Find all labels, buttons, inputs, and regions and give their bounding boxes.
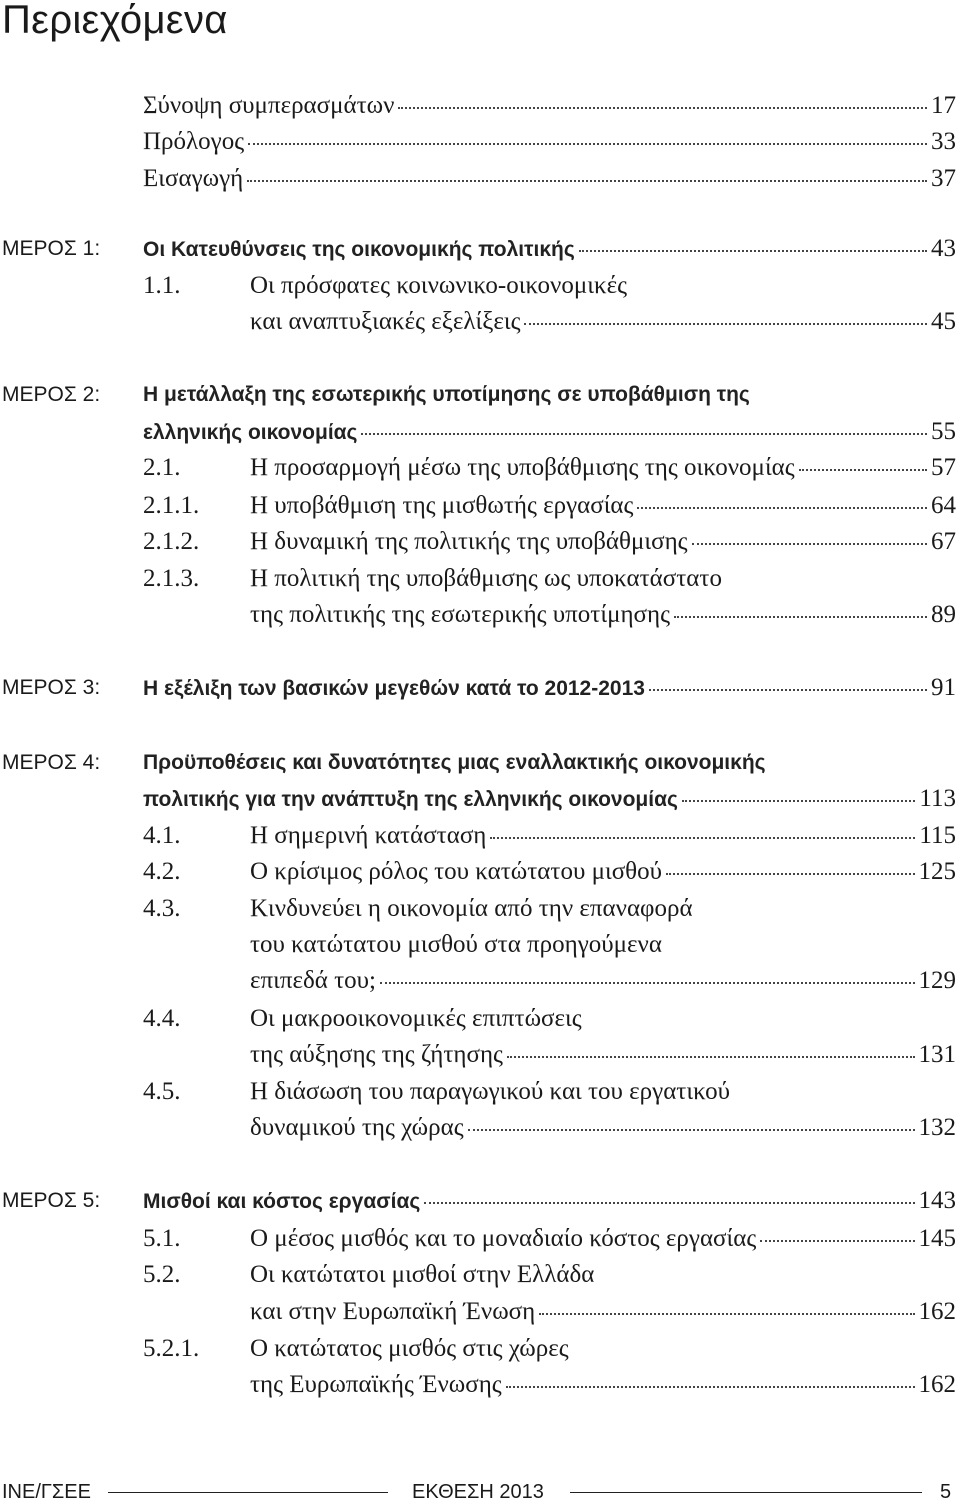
footer-publisher: ΙΝΕ/ΓΣΕΕ [2,1481,91,1503]
toc-entry-title: Οι πρόσφατες κοινωνικο-οικονομικές [250,272,627,299]
toc-page-number: 113 [919,785,956,812]
dot-leader [524,323,927,325]
dot-leader [760,1240,914,1242]
toc-page-number: 64 [931,492,956,519]
toc-entry-title: του κατώτατου μισθού στα προηγούμενα [250,931,662,958]
toc-entry [0,124,956,160]
toc-entry-title: και στην Ευρωπαϊκή Ένωση [250,1298,536,1325]
dot-leader [361,433,927,435]
toc-section-number: 2.1.2. [143,528,200,555]
toc-entry-title: Προϋποθέσεις και δυνατότητες μιας εναλλακτικής οικονομικής [143,751,766,774]
toc-page-number: 37 [931,165,956,192]
toc-page-number: 55 [931,418,956,445]
dot-leader [247,180,927,182]
footer-rule-left [108,1492,388,1493]
toc-entry [0,450,956,486]
dot-leader [380,982,915,984]
toc-section-number: 5.2. [143,1261,181,1288]
toc-page-number: 125 [918,858,956,885]
dot-leader [649,689,927,691]
toc-entry [0,1037,956,1073]
toc-entry-title: της πολιτικής της εσωτερικής υποτίμησης [250,601,670,628]
toc-entry-title: Η υποβάθμιση της μισθωτής εργασίας [250,492,634,519]
toc-page-number: 162 [918,1371,956,1398]
toc-entry-title: Οι κατώτατοι μισθοί στην Ελλάδα [250,1261,595,1288]
toc-entry-title: Η πολιτική της υποβάθμισης ως υποκατάστατο [250,565,722,592]
toc-section-number: 2.1.1. [143,492,200,519]
dot-leader [579,250,927,252]
toc-section-number: 2.1.3. [143,565,200,592]
dot-leader [248,143,927,145]
toc-part-label: ΜΕΡΟΣ 5: [2,1189,101,1212]
toc-entry-title: Κινδυνεύει η οικονομία από την επαναφορά [250,895,693,922]
toc-entry-title: Οι μακροοικονομικές επιπτώσεις [250,1005,582,1032]
dot-leader [506,1386,915,1388]
dot-leader [398,107,927,109]
toc-page-number: 131 [918,1041,956,1068]
toc-entry [0,231,956,267]
toc-entry-title: και αναπτυξιακές εξελίξεις [250,308,521,335]
toc-section-number: 5.2.1. [143,1335,200,1362]
toc-entry [0,670,956,706]
page-title: Περιεχόμενα [2,0,228,42]
toc-page-number: 89 [931,601,956,628]
toc-entry-title: δυναμικού της χώρας [250,1114,464,1141]
toc-section-number: 5.1. [143,1225,181,1252]
toc-entry [0,1074,956,1110]
toc-entry-title: Η εξέλιξη των βασικών μεγεθών κατά το 2012-2013 [143,677,645,700]
dot-leader [799,469,927,471]
toc-entry [0,1183,956,1219]
footer-page-number: 5 [940,1481,952,1503]
dot-leader [692,543,927,545]
toc-part-label: ΜΕΡΟΣ 4: [2,751,101,774]
toc-page-number: 43 [931,235,956,262]
toc-entry-title: Μισθοί και κόστος εργασίας [143,1190,421,1213]
toc-entry-title: Η μετάλλαξη της εσωτερικής υποτίμησης σε υποβάθμιση της [143,383,750,406]
toc-entry [0,268,956,304]
toc-page-number: 67 [931,528,956,555]
dot-leader [507,1056,915,1058]
toc-entry [0,745,956,781]
toc-entry-title: ελληνικής οικονομίας [143,421,358,444]
dot-leader [490,837,915,839]
toc-section-number: 4.5. [143,1078,181,1105]
toc-entry [0,597,956,633]
toc-entry-title: Πρόλογος [143,128,245,155]
toc-entry [0,1257,956,1293]
toc-section-number: 2.1. [143,454,181,481]
toc-entry [0,161,956,197]
toc-entry-title: Η δυναμική της πολιτικής της υποβάθμισης [250,528,688,555]
toc-section-number: 4.2. [143,858,181,885]
toc-entry [0,1331,956,1367]
toc-page-number: 145 [918,1225,956,1252]
toc-entry-title: Οι Κατευθύνσεις της οικονομικής πολιτικής [143,238,575,261]
toc-page-number: 91 [931,674,956,701]
toc-part-label: ΜΕΡΟΣ 2: [2,383,101,406]
toc-entry [0,1110,956,1146]
toc-entry [0,891,956,927]
toc-page-number: 162 [918,1298,956,1325]
toc-entry-title: Ο κατώτατος μισθός στις χώρες [250,1335,569,1362]
toc-entry-title: της Ευρωπαϊκής Ένωσης [250,1371,502,1398]
dot-leader [682,800,915,802]
toc-page-number: 129 [918,967,956,994]
toc-section-number: 4.4. [143,1005,181,1032]
toc-entry [0,88,956,124]
dot-leader [468,1129,915,1131]
toc-entry-title: Σύνοψη συμπερασμάτων [143,92,395,119]
toc-section-number: 4.1. [143,822,181,849]
toc-entry [0,818,956,854]
page-footer [0,1478,960,1506]
toc-entry-title: Ο μέσος μισθός και το μοναδιαίο κόστος εργασίας [250,1225,757,1252]
toc-entry [0,488,956,524]
toc-page-number: 17 [931,92,956,119]
toc-entry [0,1001,956,1037]
dot-leader [666,873,914,875]
toc-entry [0,304,956,340]
toc-entry [0,854,956,890]
toc-page-number: 33 [931,128,956,155]
toc-part-label: ΜΕΡΟΣ 3: [2,676,101,699]
toc-entry [0,963,956,999]
dot-leader [637,507,927,509]
toc-entry [0,781,956,817]
toc-entry-title: επιπεδά του; [250,967,376,994]
toc-entry [0,1221,956,1257]
toc-entry-title: Η διάσωση του παραγωγικού και του εργατικού [250,1078,731,1105]
toc-entry [0,1294,956,1330]
toc-part-label: ΜΕΡΟΣ 1: [2,237,101,260]
toc-section-number: 1.1. [143,272,181,299]
toc-entry [0,1367,956,1403]
toc-entry-title: Εισαγωγή [143,165,244,192]
toc-entry [0,561,956,597]
toc-entry [0,414,956,450]
footer-rule-right [570,1492,922,1493]
toc-entry-title: της αύξησης της ζήτησης [250,1041,503,1068]
toc-entry [0,524,956,560]
toc-entry [0,927,956,963]
dot-leader [674,616,927,618]
toc-entry-title: πολιτικής για την ανάπτυξη της ελληνικής οικονομίας [143,788,678,811]
toc-page-number: 143 [918,1187,956,1214]
toc-section-number: 4.3. [143,895,181,922]
toc-page-number: 57 [931,454,956,481]
dot-leader [539,1313,914,1315]
toc-entry-title: Η σημερινή κατάσταση [250,822,487,849]
toc-page-number: 115 [919,822,956,849]
toc-entry-title: Η προσαρμογή μέσω της υποβάθμισης της οικονομίας [250,454,795,481]
dot-leader [424,1202,914,1204]
toc-page-number: 132 [918,1114,956,1141]
footer-report-title: ΕΚΘΕΣΗ 2013 [412,1481,544,1503]
toc-entry-title: Ο κρίσιμος ρόλος του κατώτατου μισθού [250,858,663,885]
toc-page-number: 45 [931,308,956,335]
toc-entry [0,377,956,413]
